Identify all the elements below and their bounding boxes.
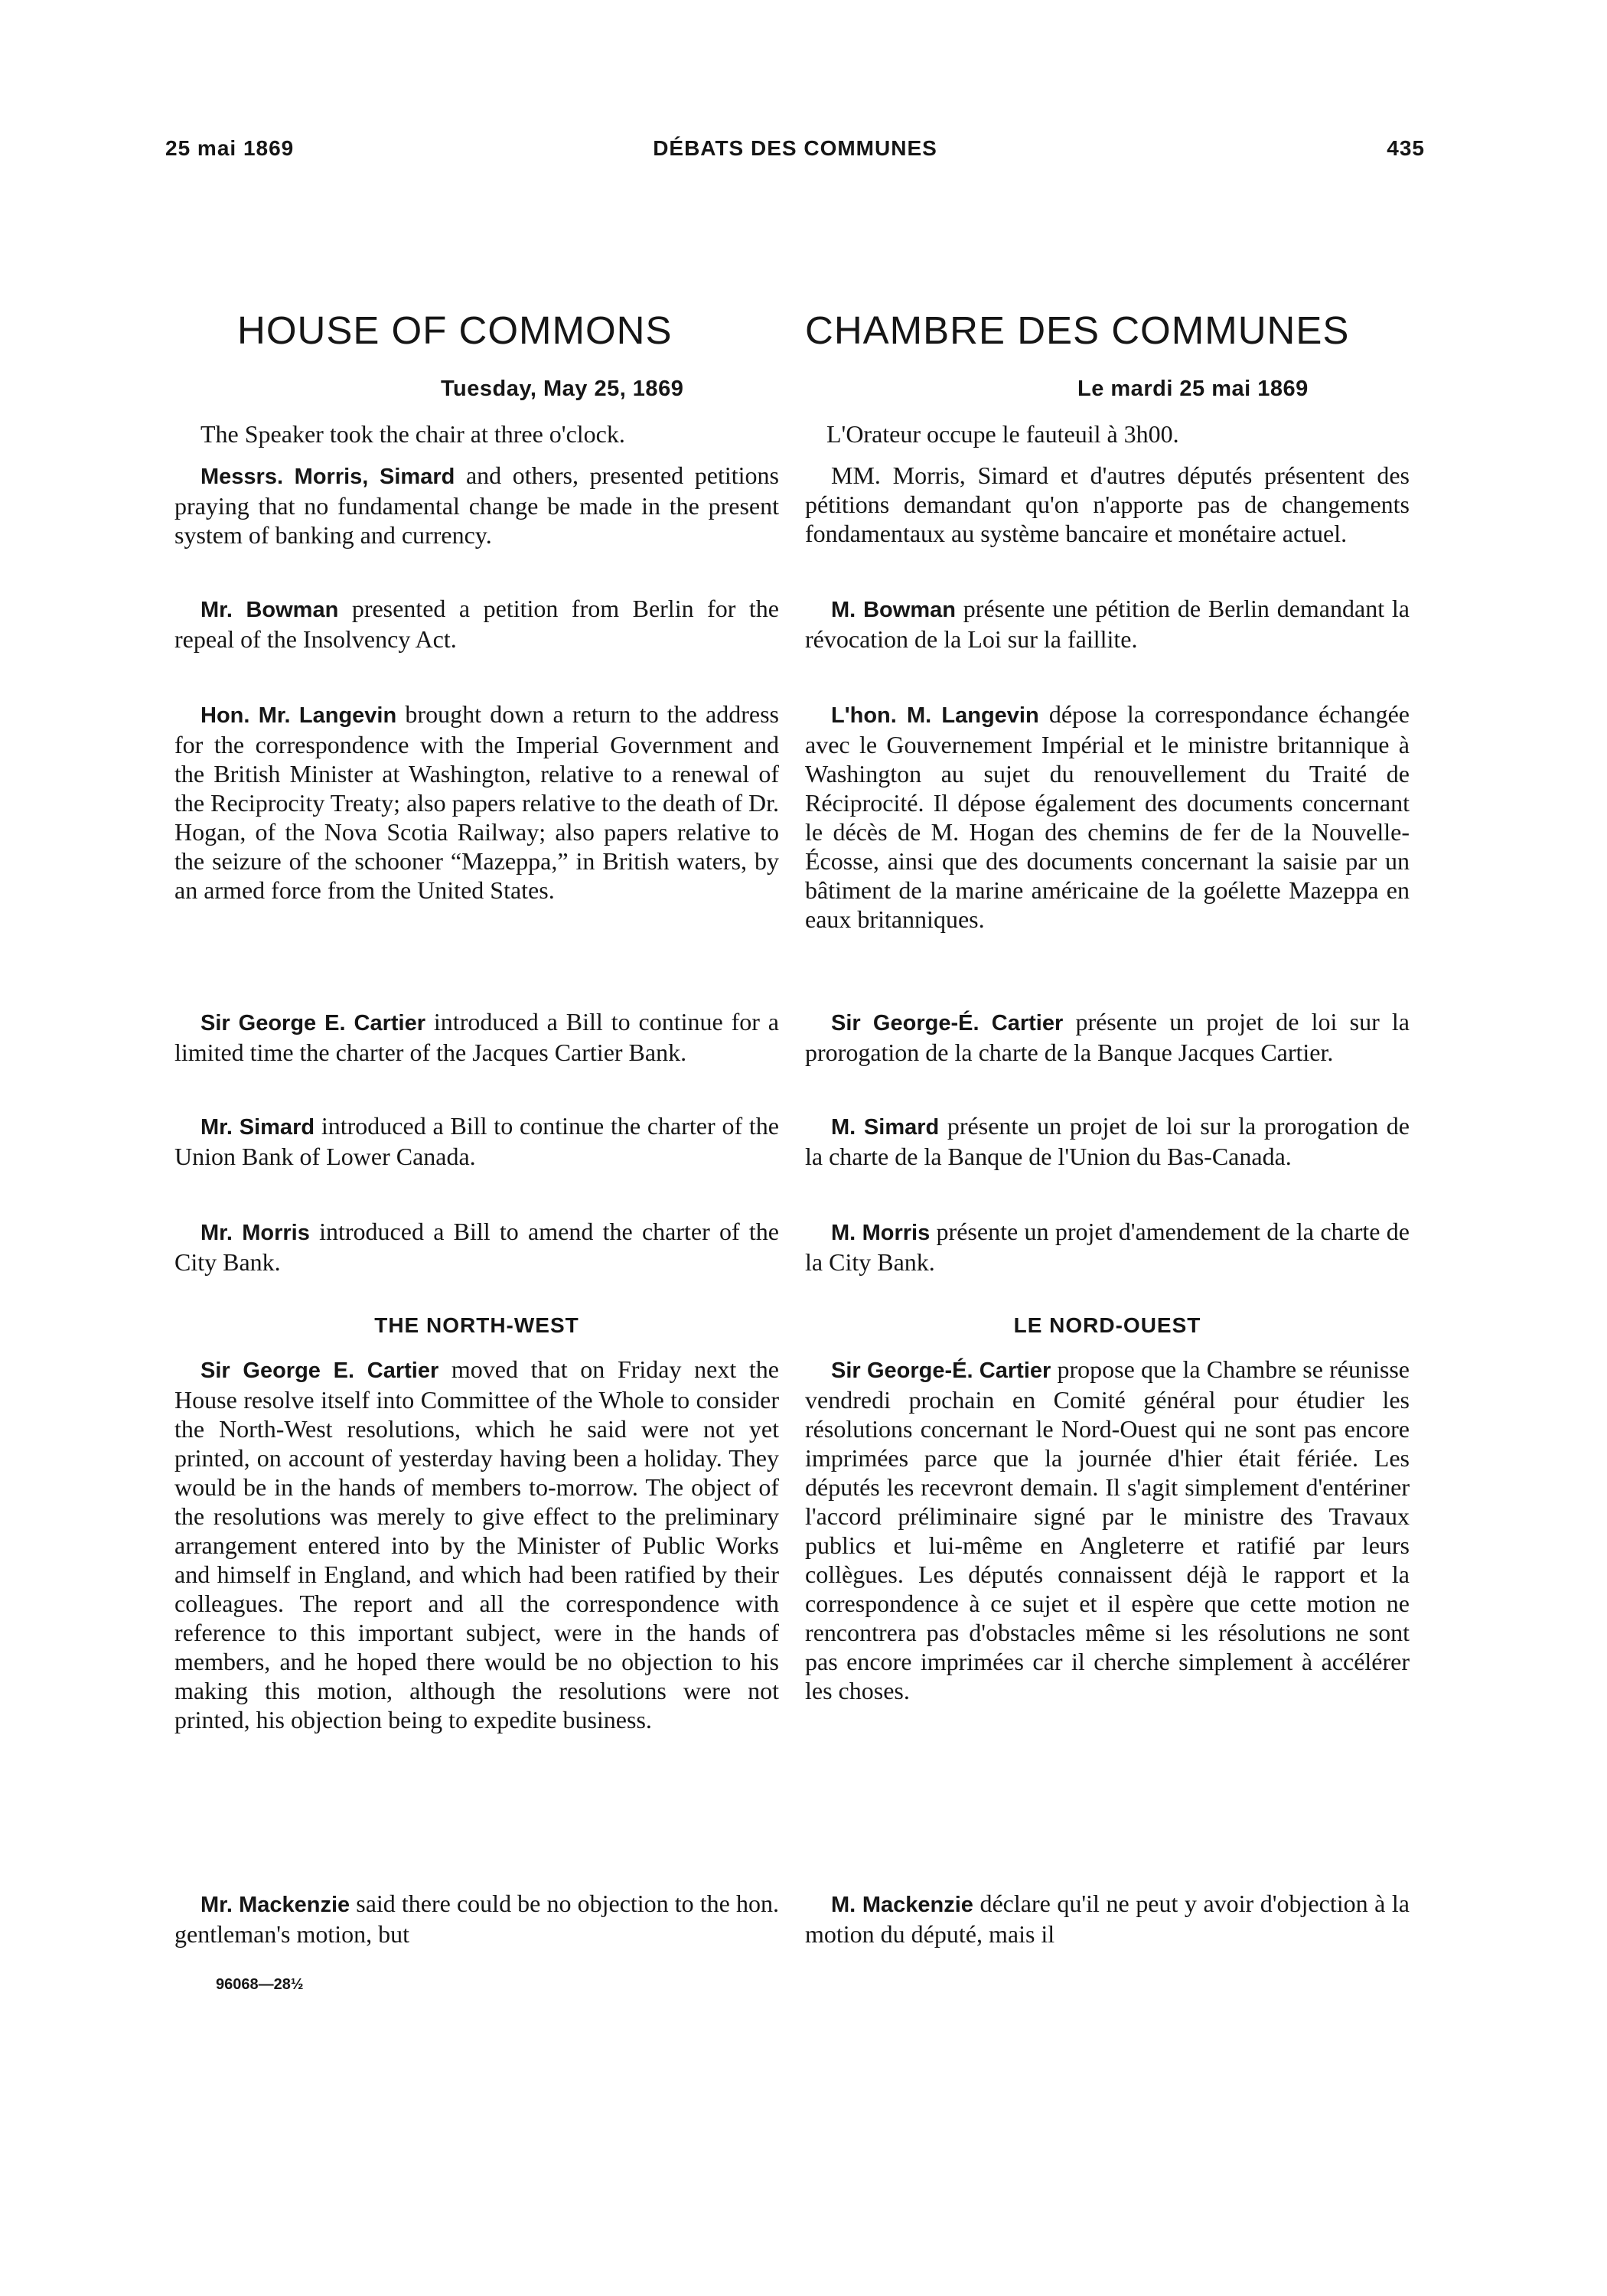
speaker-name: Mr. Bowman: [200, 598, 339, 622]
paragraph: M. Simard présente un projet de loi sur la prorogation de la charte de la Banque de l'Union du Bas-Canada.: [805, 1112, 1410, 1170]
paragraph: Mr. Morris introduced a Bill to amend the charter of the City Bank.: [174, 1218, 779, 1276]
speaker-name: Mr. Mackenzie: [200, 1893, 350, 1917]
page-number: 435: [1387, 136, 1425, 160]
paragraph: Sir George E. Cartier introduced a Bill to continue for a limited time the charter of the Jacques Cartier Bank.: [174, 1008, 779, 1066]
header-title: DÉBATS DES COMMUNES: [653, 136, 937, 160]
paragraph: Sir George-É. Cartier propose que la Chambre se réunisse vendredi prochain en Comité général pour étudier les résolutions concernant le Nord-Ouest qui ne sont pas encore imprimées parce que la journée d'hier était fériée. Les députés les recevront demain. Il s'agit simplement d'entériner l'accord préliminaire signé par le ministre des Travaux publics et lui-même en Angleterre et ratifié par leurs collègues. Les députés connaissent déjà le rapport et la correspondence à ce sujet et il espère que cette motion ne rencontrera pas d'obstacles même si les résolutions ne sont pas encore imprimées car il cherche simplement à accélérer les choses.: [805, 1355, 1410, 1704]
speaker-name: Messrs. Morris, Simard: [200, 465, 455, 489]
section-heading: LE NORD-OUEST: [1013, 1313, 1201, 1337]
speaker-name: Sir George E. Cartier: [200, 1011, 425, 1035]
paragraph: Sir George-É. Cartier présente un projet de loi sur la prorogation de la charte de la Banque Jacques Cartier.: [805, 1008, 1410, 1066]
paragraph: L'Orateur occupe le fauteuil à 3h00.: [826, 420, 1179, 448]
speaker-name: Sir George E. Cartier: [200, 1358, 439, 1383]
paragraph: Mr. Simard introduced a Bill to continue the charter of the Union Bank of Lower Canada.: [174, 1112, 780, 1170]
english-house-title: HOUSE OF COMMONS: [237, 308, 673, 352]
english-sitting-date: Tuesday, May 25, 1869: [441, 377, 684, 401]
speaker-name: Mr. Simard: [200, 1115, 315, 1140]
speaker-name: Mr. Morris: [200, 1221, 310, 1245]
paragraph: Mr. Bowman presented a petition from Berlin for the repeal of the Insolvency Act.: [174, 595, 779, 653]
french-house-title: CHAMBRE DES COMMUNES: [805, 308, 1350, 352]
paragraph: M. Bowman présente une pétition de Berlin demandant la révocation de la Loi sur la faillite.: [805, 595, 1410, 653]
section-heading: THE NORTH-WEST: [374, 1313, 579, 1337]
paragraph: M. Morris présente un projet d'amendement de la charte de la City Bank.: [805, 1218, 1410, 1276]
speaker-name: M. Morris: [831, 1221, 931, 1245]
speaker-name: Sir George-É. Cartier: [831, 1011, 1064, 1035]
paragraph: Hon. Mr. Langevin brought down a return to the address for the correspondence with the Imperial Government and the British Minister at Washington, relative to a renewal of the Reciprocity Treaty; also papers relative to the death of Dr. Hogan, of the Nova Scotia Railway; also papers relative to the seizure of the schooner “Mazeppa,” in British waters, by an armed force from the United States.: [174, 700, 780, 904]
paragraph: Messrs. Morris, Simard and others, presented petitions praying that no fundamental change be made in the present system of banking and currency.: [174, 461, 779, 549]
paragraph: Mr. Mackenzie said there could be no objection to the hon. gentleman's motion, but: [174, 1890, 779, 1948]
paragraph: The Speaker took the chair at three o'clock.: [200, 420, 625, 448]
speaker-name: Hon. Mr. Langevin: [200, 703, 397, 728]
speaker-name: M. Bowman: [831, 598, 956, 622]
paragraph: MM. Morris, Simard et d'autres députés présentent des pétitions demandant qu'on n'apporte pas de changements fondamentaux au système bancaire et monétaire actuel.: [805, 461, 1410, 547]
header-date: 25 mai 1869: [165, 136, 295, 160]
printer-code: 96068—28½: [216, 1976, 304, 1993]
paragraph: M. Mackenzie déclare qu'il ne peut y avoir d'objection à la motion du député, mais il: [805, 1890, 1410, 1948]
speaker-name: M. Mackenzie: [831, 1893, 973, 1917]
speaker-name: L'hon. M. Langevin: [831, 703, 1039, 728]
speaker-name: Sir George-É. Cartier: [831, 1358, 1051, 1383]
paragraph: Sir George E. Cartier moved that on Friday next the House resolve itself into Committee of the Whole to consider the North-West resolutions, which he said were not yet printed, on account of yesterday having been a holiday. They would be in the hands of members to-morrow. The object of the resolutions was merely to give effect to the preliminary arrangement entered into by the Minister of Public Works and himself in England, and which had been ratified by their colleagues. The report and all the correspondence with reference to this important subject, were in the hands of members, and he hoped there would be no objection to his making this motion, although the resolutions were not printed, his objection being to expedite business.: [174, 1355, 779, 1733]
running-header: [165, 136, 1425, 170]
paragraph: L'hon. M. Langevin dépose la correspondance échangée avec le Gouvernement Impérial et le ministre britannique à Washington au sujet du renouvellement du Traité de Réciprocité. Il dépose également des documents concernant le décès de M. Hogan des chemins de fer de la Nouvelle-Écosse, ainsi que des documents concernant la saisie par un bâtiment de la marine américaine de la goélette Mazeppa en eaux britanniques.: [805, 700, 1410, 933]
speaker-name: M. Simard: [831, 1115, 940, 1140]
french-sitting-date: Le mardi 25 mai 1869: [1077, 377, 1309, 401]
